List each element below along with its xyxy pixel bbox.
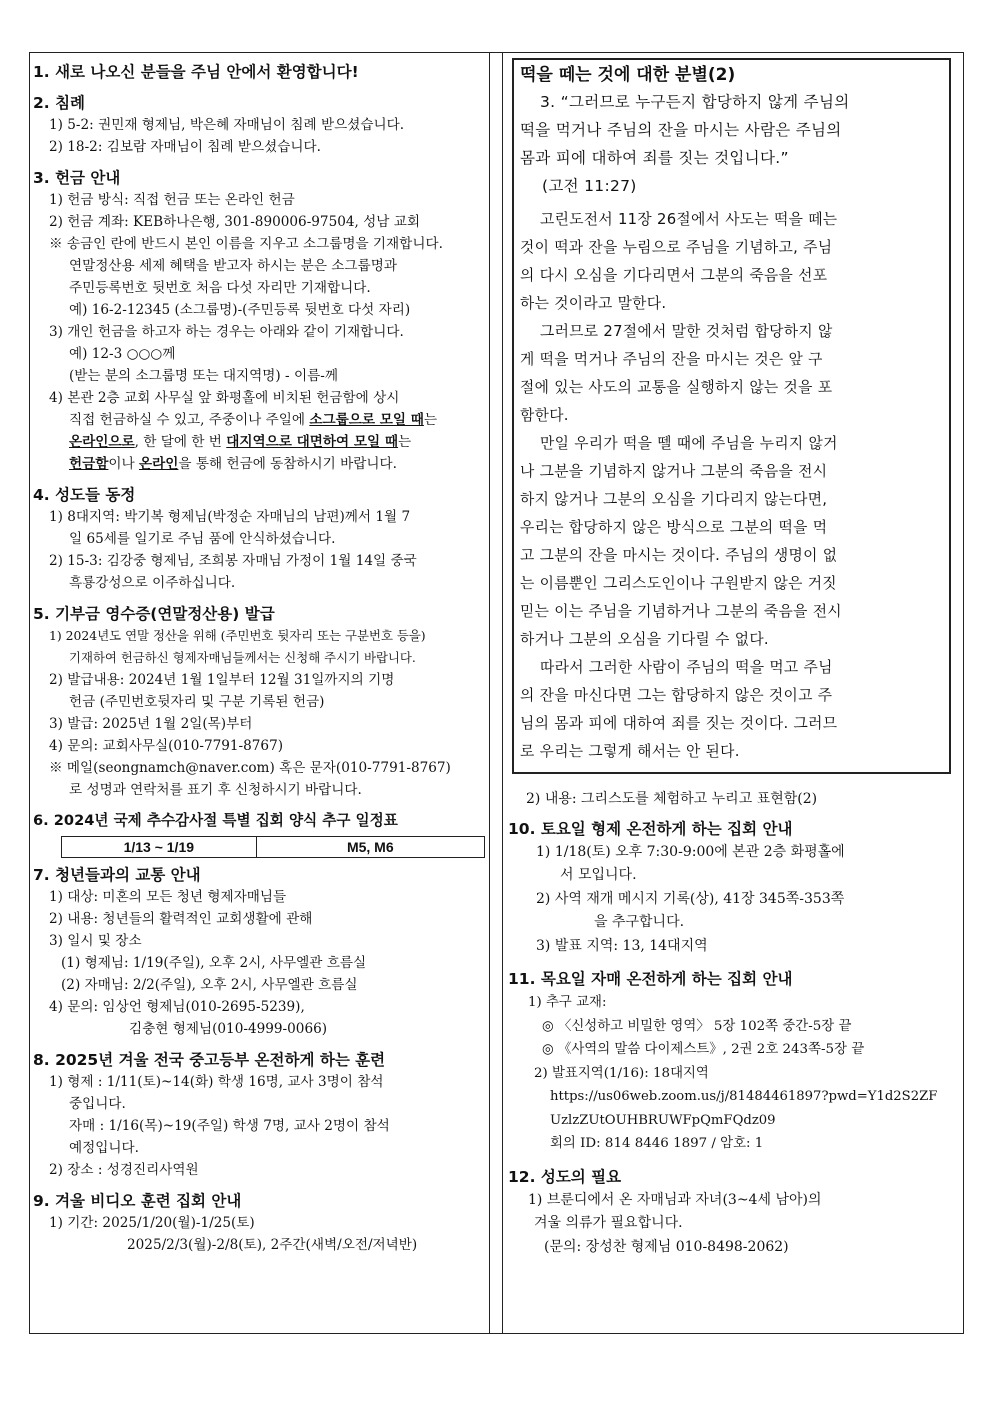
note-item: ※ 송금인 란에 반드시 본인 이름을 지우고 소그룹명을 기재합니다. — [49, 236, 443, 252]
list-subitem: (1) 형제님: 1/19(주일), 오후 2시, 사무엘관 흐름실 — [61, 955, 367, 971]
text-run: 을 통해 헌금에 동참하시기 바랍니다. — [178, 456, 397, 472]
text-run: 직접 헌금하실 수 있고, 주중이나 주일에 — [69, 412, 310, 428]
section-title: 6. 2024년 국제 추수감사절 특별 집회 양식 추구 일정표 — [33, 812, 398, 829]
list-item: 4) 문의: 임상언 형제님(010-2695-5239), — [49, 999, 305, 1015]
list-item: 1) 대상: 미혼의 모든 청년 형제자매님들 — [49, 889, 287, 905]
right-column — [508, 58, 958, 1259]
paragraph-line: 믿는 이는 주님을 기념하거나 그분의 죽음을 전시 — [520, 603, 842, 620]
section-title: 12. 성도의 필요 — [508, 1167, 622, 1186]
list-item: 2) 장소 : 성경진리사역원 — [49, 1162, 199, 1178]
note-text: 연말정산용 세제 혜택을 받고자 하시는 분은 소그룹명과 — [69, 258, 397, 274]
emphasis-text: 대지역으로 대면하여 모일 때 — [226, 434, 399, 450]
list-item: 2) 발급내용: 2024년 1월 1일부터 12월 31일까지의 기명 — [49, 672, 395, 688]
section-brothers-meeting — [508, 818, 958, 959]
paragraph-line: 함한다. — [520, 407, 569, 424]
list-item: 2) 발표지역(1/16): 18대지역 — [534, 1065, 709, 1081]
section-title: 5. 기부금 영수증(연말정산용) 발급 — [33, 605, 275, 623]
meeting-id: 회의 ID: 814 8446 1897 / 암호: 1 — [550, 1136, 764, 1151]
section-offering — [33, 167, 485, 475]
schedule-table — [61, 836, 485, 858]
note-text: 로 성명과 연락처를 표기 후 신청하시기 바랍니다. — [69, 782, 362, 798]
section-title: 2. 침례 — [33, 94, 86, 112]
scripture-quote: 몸과 피에 대하여 죄를 짓는 것입니다.” — [520, 149, 789, 167]
example-text: 예) 16-2-12345 (소그룹명)-(주민등록 뒷번호 다섯 자리) — [69, 302, 411, 318]
paragraph-line: 따라서 그러한 사람이 주님의 떡을 먹고 주님 — [540, 659, 833, 676]
list-item-cont — [33, 431, 485, 453]
paragraph-line: 고 그분의 잔을 마시는 것이다. 주님의 생명이 없 — [520, 547, 838, 564]
section-title: 1. 새로 나오신 분들을 주님 안에서 환영합니다! — [33, 63, 359, 81]
list-item-cont: 김충현 형제님(010-4999-0066) — [129, 1021, 328, 1037]
video-training-content: 2) 내용: 그리스도를 체험하고 누리고 표현함(2) — [526, 791, 818, 807]
paragraph-line: 절에 있는 사도의 교통을 실행하지 않는 것을 포 — [520, 379, 833, 396]
emphasis-text: 온라인으로 — [69, 434, 135, 450]
section-title: 3. 헌금 안내 — [33, 169, 121, 187]
text-run: 는 — [398, 434, 412, 450]
section-welcome — [33, 61, 485, 83]
emphasis-text: 헌금함 — [69, 456, 109, 472]
section-baptism — [33, 92, 485, 158]
list-item: 2) 헌금 계좌: KEB하나은행, 301-890006-97504, 성남 교회 — [49, 214, 421, 230]
column-divider — [489, 52, 503, 1334]
paragraph-line: 그러므로 27절에서 말한 것처럼 합당하지 않 — [540, 323, 833, 340]
list-item: 1) 8대지역: 박기복 형제님(박정순 자매님의 남편)께서 1월 7 — [49, 509, 411, 525]
text-run: 는 — [423, 412, 438, 428]
list-item-cont: 2025/2/3(월)-2/8(토), 2주간(새벽/오전/저녁반) — [127, 1237, 418, 1253]
table-cell-messages: M5, M6 — [256, 837, 484, 858]
section-needs — [508, 1166, 958, 1260]
list-item: 3) 발표 지역: 13, 14대지역 — [536, 937, 708, 954]
list-item: 1) 형제 : 1/11(토)~14(화) 학생 16명, 교사 3명이 참석 — [49, 1074, 384, 1090]
paragraph-line: 나 그분을 기념하지 않거나 그분의 죽음을 전시 — [520, 463, 828, 480]
left-column — [33, 58, 485, 1256]
paragraph-line: 하는 것이라고 말한다. — [520, 295, 667, 312]
scripture-quote: 떡을 먹거나 주님의 잔을 마시는 사람은 주님의 — [520, 121, 842, 139]
list-item-cont: 흑룡강성으로 이주하십니다. — [69, 575, 236, 591]
list-item: 1) 브룬디에서 온 자매님과 자녀(3~4세 남아)의 — [528, 1191, 822, 1208]
paragraph-line: 것이 떡과 잔을 누림으로 주님을 기념하고, 주님 — [520, 239, 833, 256]
emphasis-text: 소그룹으로 모일 때 — [309, 412, 424, 428]
list-item: 3) 개인 헌금을 하고자 하는 경우는 아래와 같이 기재합니다. — [49, 324, 404, 340]
list-item: 4) 본관 2층 교회 사무실 앞 화평홀에 비치된 헌금함에 상시 — [49, 390, 400, 406]
section-receipt — [33, 603, 485, 801]
devotional-title: 떡을 떼는 것에 대한 분별(2) — [520, 65, 736, 85]
table-row — [62, 837, 485, 858]
list-item-cont: 예정입니다. — [69, 1140, 139, 1156]
list-item-cont — [33, 409, 485, 431]
list-item-cont — [33, 453, 485, 475]
paragraph-line: 의 잔을 마신다면 그는 합당하지 않은 것이고 주 — [520, 687, 833, 704]
scripture-reference: (고전 11:27) — [542, 177, 637, 195]
scripture-quote: 3. “그러므로 누구든지 합당하지 않게 주님의 — [540, 93, 850, 111]
list-item-cont: 중입니다. — [69, 1096, 126, 1112]
paragraph-line: 게 떡을 먹거나 주님의 잔을 마시는 것은 앞 구 — [520, 351, 823, 368]
section-video-training — [33, 1190, 485, 1256]
paragraph-line: 하거나 그분의 오심을 기다릴 수 없다. — [520, 631, 769, 648]
text-run: , 한 달에 한 번 — [134, 434, 227, 450]
list-item: 1) 2024년도 연말 정산을 위해 (주민번호 뒷자리 또는 구분번호 등을) — [49, 628, 426, 643]
list-item: 1) 1/18(토) 오후 7:30-9:00에 본관 2층 화평홀에 — [536, 843, 845, 860]
section-title: 10. 토요일 형제 온전하게 하는 집회 안내 — [508, 819, 793, 838]
list-item-cont: 일 65세를 일기로 주님 품에 안식하셨습니다. — [69, 531, 336, 547]
note-text: 주민등록번호 뒷번호 처음 다섯 자리만 기재합니다. — [69, 280, 371, 296]
list-item-cont: 을 추구합니다. — [594, 914, 685, 930]
zoom-link-cont[interactable]: UzlzZUtOUHBRUWFpQmFQdz09 — [550, 1112, 776, 1128]
list-item: 1) 5-2: 권민재 형제님, 박은혜 자매님이 침례 받으셨습니다. — [49, 117, 405, 133]
zoom-link[interactable]: https://us06web.zoom.us/j/81484461897?pwd=Y1d2S2ZF — [550, 1089, 938, 1104]
table-cell-date: 1/13 ~ 1/19 — [62, 837, 257, 858]
paragraph-line: 로 우리는 그렇게 해서는 안 된다. — [520, 743, 740, 760]
list-item-cont: 기재하여 헌금하신 형제자매님들께서는 신청해 주시기 바랍니다. — [69, 650, 416, 665]
paragraph-line: 님의 몸과 피에 대하여 죄를 짓는 것이다. 그러므 — [520, 715, 838, 732]
emphasis-text: 온라인 — [139, 456, 179, 472]
paragraph-line: 하지 않거나 그분의 오심을 기다리지 않는다면, — [520, 491, 828, 508]
devotional-box — [512, 58, 951, 774]
list-item-cont: 헌금 (주민번호뒷자리 및 구분 기록된 헌금) — [69, 694, 325, 710]
paragraph-line: 의 다시 오심을 기다리면서 그분의 죽음을 선포 — [520, 267, 828, 284]
text-run: 이나 — [108, 456, 139, 472]
list-item: 3) 발급: 2025년 1월 2일(목)부터 — [49, 716, 253, 732]
list-item-cont: 겨울 의류가 필요합니다. — [534, 1215, 683, 1231]
paragraph-line: 만일 우리가 떡을 뗄 때에 주님을 누리지 않거 — [540, 435, 838, 452]
list-item: 3) 일시 및 장소 — [49, 933, 142, 949]
list-item: 1) 헌금 방식: 직접 헌금 또는 온라인 헌금 — [49, 192, 295, 208]
list-item: 2) 15-3: 김강중 형제님, 조희봉 자매님 가정이 1월 14일 중국 — [49, 553, 417, 569]
list-subitem: ◎ 《사역의 말씀 다이제스트》, 2권 2호 243쪽-5장 끝 — [542, 1042, 865, 1057]
section-title: 9. 겨울 비디오 훈련 집회 안내 — [33, 1192, 242, 1210]
paragraph-line: 우리는 합당하지 않은 방식으로 그분의 떡을 먹 — [520, 519, 828, 536]
list-item-cont: (문의: 장성찬 형제님 010-8498-2062) — [544, 1238, 789, 1255]
section-training — [33, 1049, 485, 1181]
example-text: 예) 12-3 ○○○께 — [69, 346, 176, 362]
list-item: 1) 기간: 2025/1/20(월)-1/25(토) — [49, 1215, 255, 1231]
list-subitem: (2) 자매님: 2/2(주일), 오후 2시, 사무엘관 흐름실 — [61, 977, 358, 993]
list-item: 1) 추구 교재: — [528, 995, 607, 1010]
section-title: 11. 목요일 자매 온전하게 하는 집회 안내 — [508, 970, 793, 988]
list-item-cont: 서 모입니다. — [560, 867, 637, 883]
list-item: 4) 문의: 교회사무실(010-7791-8767) — [49, 738, 284, 754]
section-schedule — [33, 810, 485, 858]
note-item: ※ 메일(seongnamch@naver.com) 혹은 문자(010-7791-8767) — [49, 760, 451, 776]
section-title: 4. 성도들 동정 — [33, 486, 136, 504]
section-title: 8. 2025년 겨울 전국 중고등부 온전하게 하는 훈련 — [33, 1051, 386, 1069]
section-youth — [33, 864, 485, 1040]
section-news — [33, 484, 485, 594]
list-item-cont: 자매 : 1/16(목)~19(주일) 학생 7명, 교사 2명이 참석 — [69, 1118, 390, 1134]
paragraph-line: 는 이름뿐인 그리스도인이나 구원받지 않은 거짓 — [520, 575, 837, 592]
paragraph-line: 고린도전서 11장 26절에서 사도는 떡을 떼는 — [540, 211, 838, 228]
list-item: 2) 사역 재개 메시지 기록(상), 41장 345쪽-353쪽 — [536, 890, 845, 907]
list-item: 2) 18-2: 김보람 자매님이 침례 받으셨습니다. — [49, 139, 321, 155]
example-text: (받는 분의 소그룹명 또는 대지역명) - 이름-께 — [69, 368, 338, 384]
list-subitem: ◎ 〈신성하고 비밀한 영역〉 5장 102쪽 중간-5장 끝 — [542, 1018, 852, 1034]
section-title: 7. 청년들과의 교통 안내 — [33, 866, 201, 884]
list-item: 2) 내용: 청년들의 활력적인 교회생활에 관해 — [49, 911, 313, 927]
section-sisters-meeting — [508, 968, 958, 1156]
